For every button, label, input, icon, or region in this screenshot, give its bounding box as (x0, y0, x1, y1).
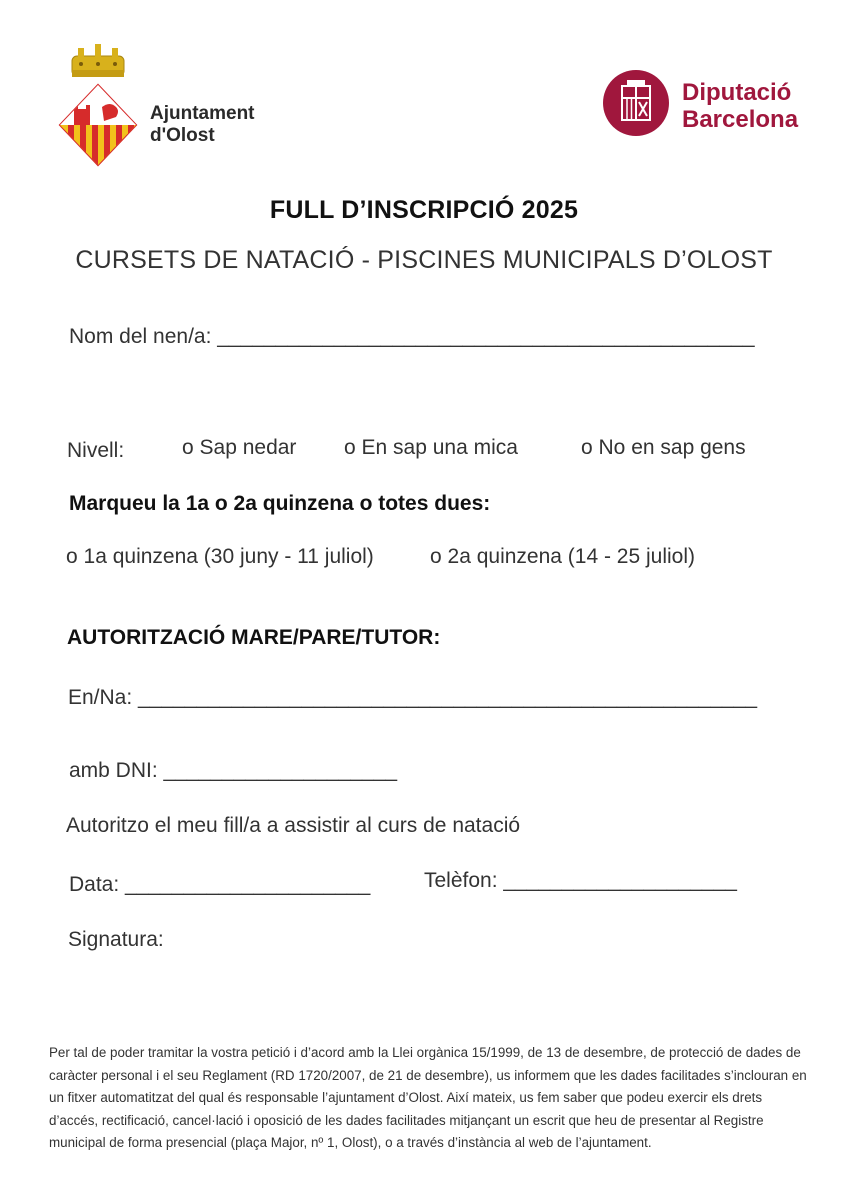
fortnight-heading: Marqueu la 1a o 2a quinzena o totes dues: (69, 492, 491, 515)
parent-name-field[interactable]: En/Na: _____________________________________________________ (68, 686, 758, 709)
signature-field[interactable]: Signatura: (68, 928, 164, 951)
diputacio-name-line2: Barcelona (682, 106, 799, 133)
level-label: Nivell: (67, 439, 125, 462)
authorize-text: Autoritzo el meu fill/a a assistir al curs de natació (66, 814, 521, 837)
diputacio-name-line1: Diputació (682, 79, 792, 106)
phone-field[interactable]: Telèfon: ____________________ (424, 869, 737, 892)
diputacio-emblem-icon (603, 70, 669, 141)
date-field[interactable]: Data: _____________________ (69, 873, 371, 896)
level-option-can-swim[interactable]: o Sap nedar (182, 436, 297, 459)
diputacio-name (682, 79, 832, 133)
level-option-little[interactable]: o En sap una mica (344, 436, 518, 459)
crown-icon (72, 44, 124, 77)
form-title: FULL D’INSCRIPCIÓ 2025 (269, 196, 579, 224)
privacy-notice: Per tal de poder tramitar la vostra petició i d’acord amb la Llei orgànica 15/1999, de 13 de desembre, de protecció de dades de caràcter personal i el seu Reglament (RD 1720/2007, de 21 de desembre), us informem que les dades facilitades s’inclouran en un fitxer automatitzat del qual és responsable l’ajuntament d’Olost. Així mateix, us fem saber que podeu exercir els drets d’accés, rectificació, cancel·lació i oposició de les dades facilitades mitjançant un escrit que heu de presentar al Registre municipal de forma presencial (plaça Major, nº 1, Olost), o a través d’instància al web de l’ajuntament. (49, 1045, 807, 1150)
child-name-field[interactable]: Nom del nen/a: ______________________________________________ (69, 325, 755, 348)
form-subtitle: CURSETS DE NATACIÓ - PISCINES MUNICIPALS D’OLOST (75, 246, 773, 274)
fortnight-option-second[interactable]: o 2a quinzena (14 - 25 juliol) (430, 545, 696, 568)
authorization-heading: AUTORITZACIÓ MARE/PARE/TUTOR: (67, 626, 441, 649)
olost-coat-of-arms-icon (58, 42, 148, 167)
ajuntament-olost-name: Ajuntament d'Olost (150, 103, 255, 146)
fortnight-option-first[interactable]: o 1a quinzena (30 juny - 11 juliol) (66, 545, 374, 568)
dni-field[interactable]: amb DNI: ____________________ (69, 759, 398, 782)
level-option-none[interactable]: o No en sap gens (581, 436, 746, 459)
